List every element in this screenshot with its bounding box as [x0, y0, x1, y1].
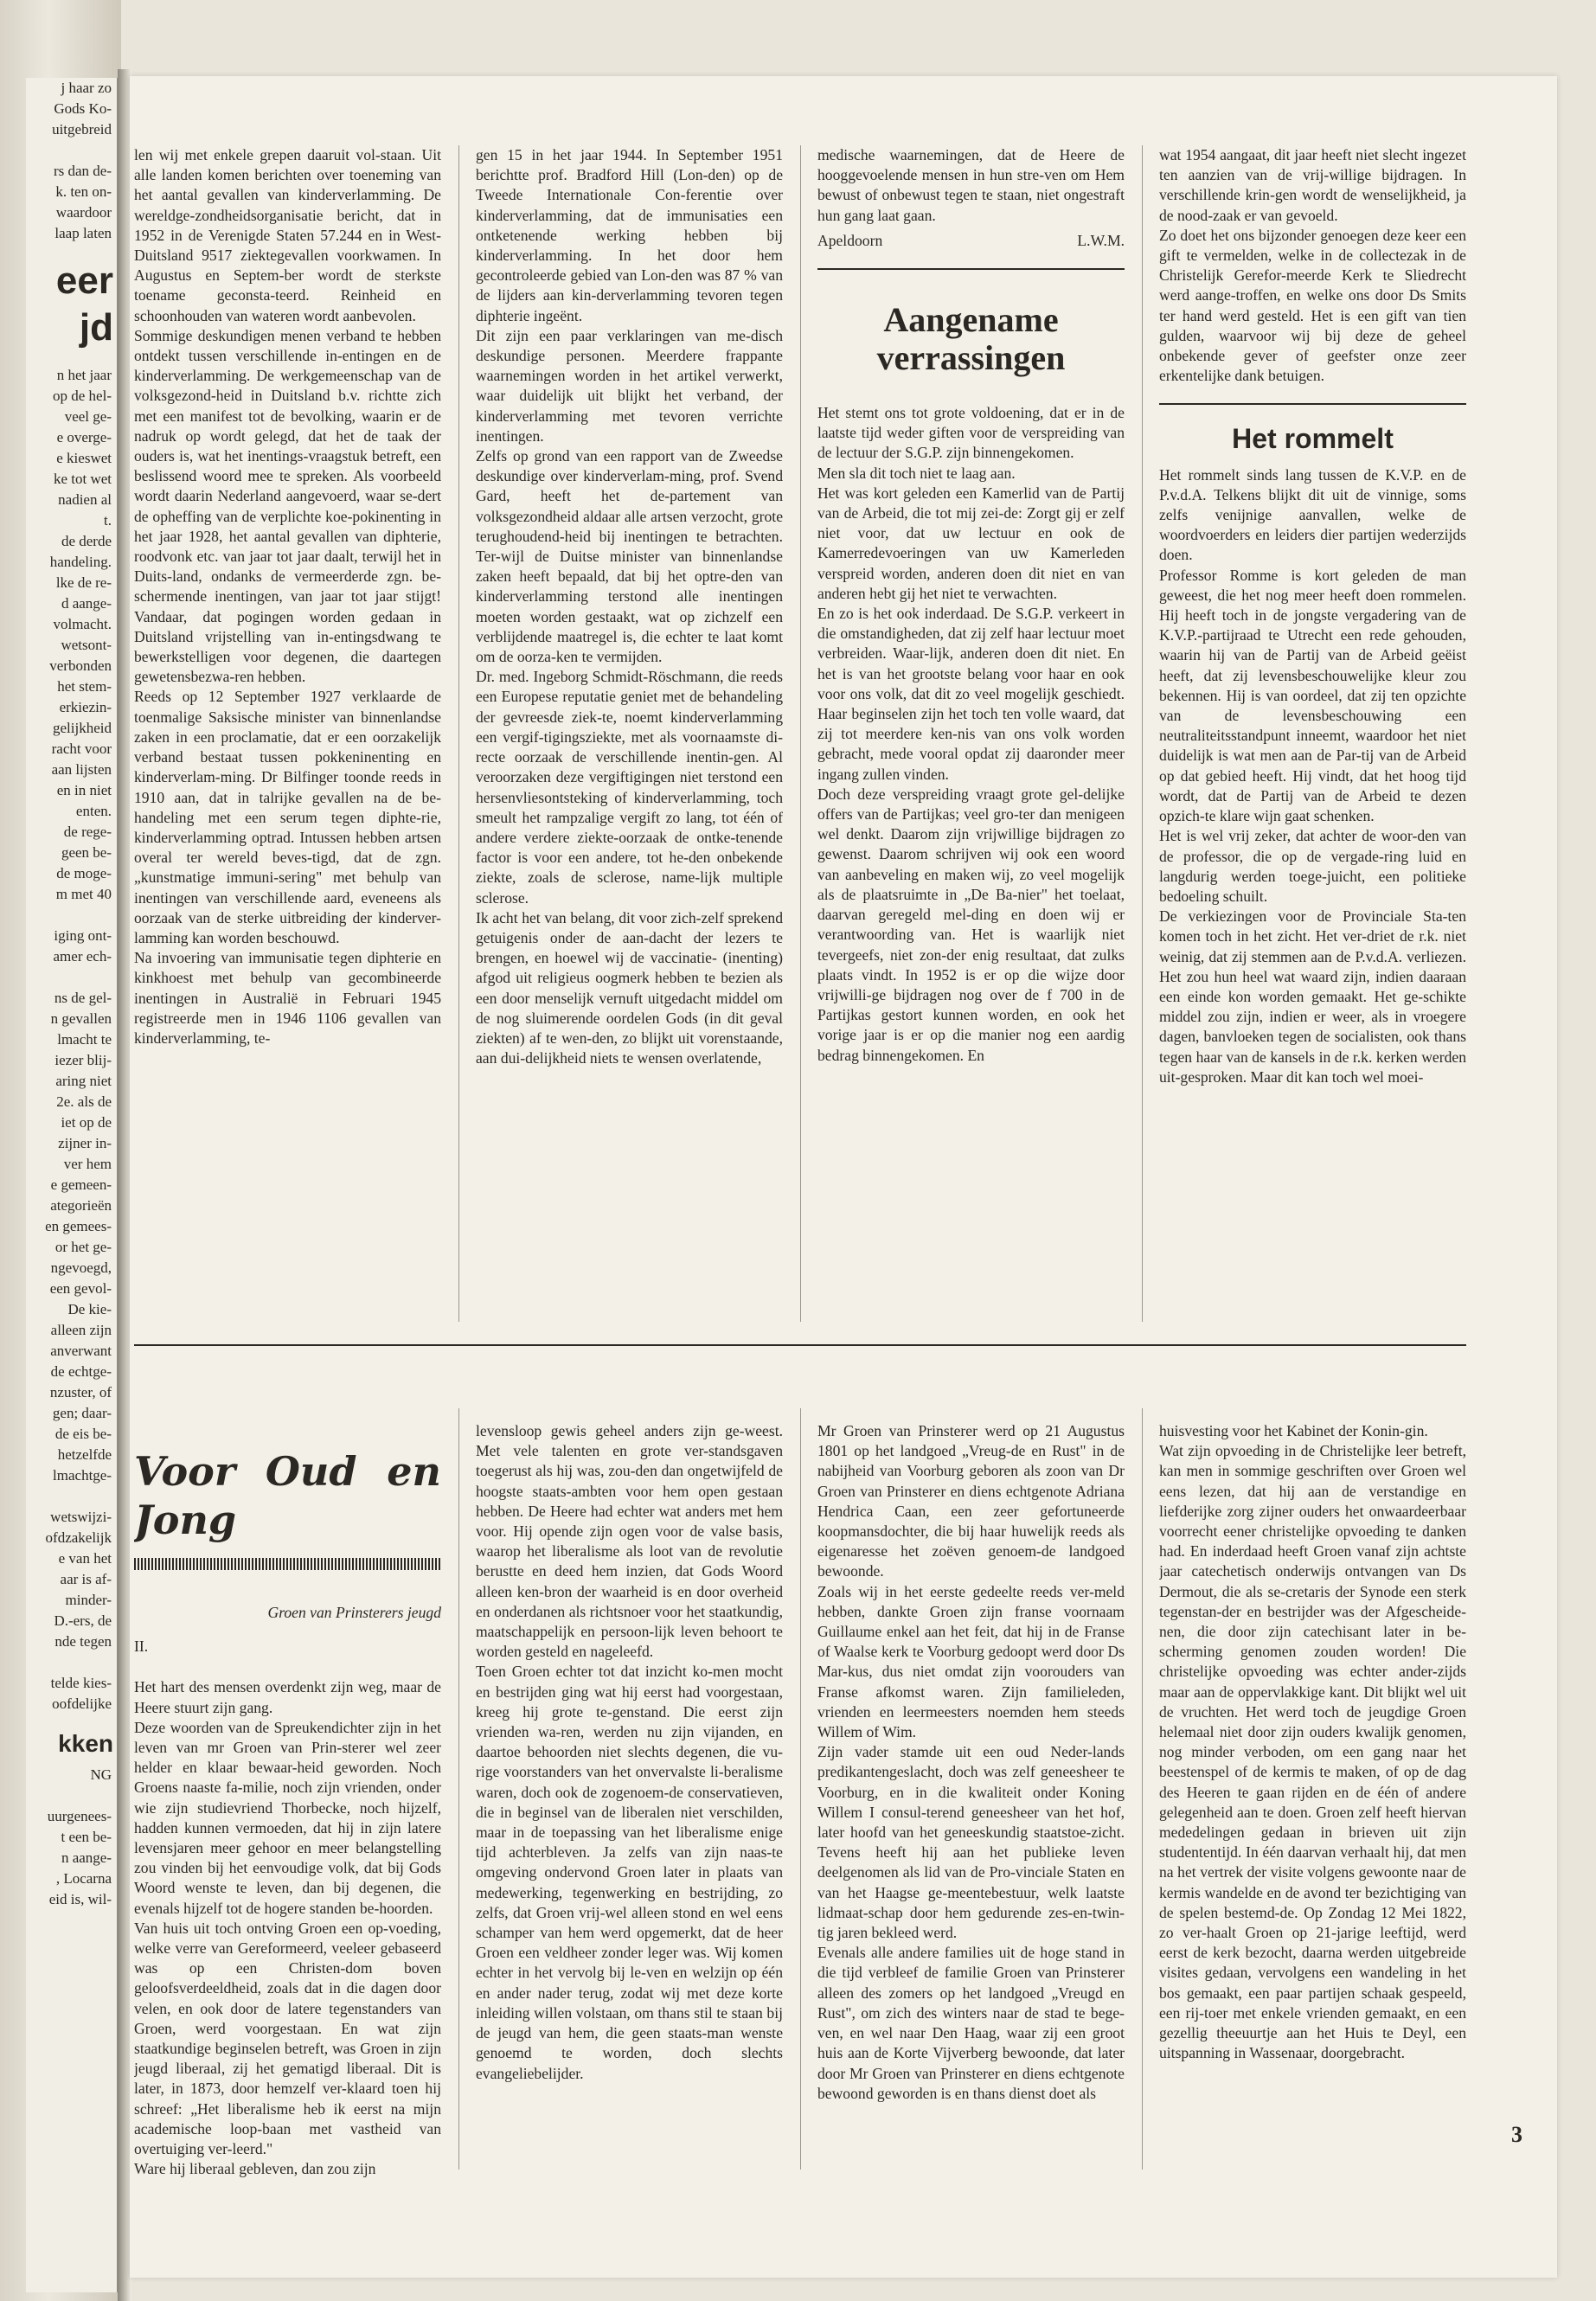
previous-page-line: de rege-	[63, 824, 112, 840]
previous-page-line: or het ge-	[54, 1239, 112, 1255]
previous-page-line: ofdzakelijk	[45, 1529, 112, 1546]
vaccination-article-col-1	[134, 145, 441, 1339]
previous-page-line: zijner in-	[58, 1135, 112, 1151]
previous-page-line: gen; daar-	[52, 1405, 112, 1421]
previous-page-line: iging ont-	[54, 927, 112, 944]
previous-page-line: lmacht te	[57, 1031, 112, 1048]
newspaper-page	[130, 76, 1557, 2278]
paragraph: huisvesting voor het Kabinet der Konin-gin.	[1159, 1422, 1428, 1439]
article-col-3	[817, 145, 1125, 1339]
previous-page-line: op de hel-	[53, 388, 112, 404]
paragraph: Zijn vader stamde uit een oud Neder-lands predikantengeslacht, doch was zelf geneesheer te Voorburg, en in die kwaliteit onder Koning Willem I consul-terend geneesheer van het hof, later hoofd van het geneeskundig staatstoe-zicht. Tevens heeft hij aan het publieke leven deelgenomen als lid van de Pro-vinciale Staten en van het Haagse ge-meentebestuur, welk laatste lidmaat-schap door hem gedurende zes-en-twin-tig jaren bekleed werd.	[817, 1743, 1125, 1942]
section-title-voor-oud-en-jong: Voor Oud en Jong	[134, 1448, 441, 1543]
previous-page-line: de echtge-	[50, 1363, 112, 1380]
previous-page-line: e kieswet	[56, 450, 112, 466]
paragraph: Sommige deskundigen menen verband te hebben ontdekt tussen verschillende in-entingen en de kinderverlamming. De werkgemeenschap van de volksgezond-heid in Duitsland b.v. richtte zich met een manifest tot de bevolking, waarin er de nadruk op wordt gelegd, dat het de taak der ouders is, wat het inentings-vraagstuk betreft, een beslissend woord mee te spreken. Als voorbeeld wordt daarin Nederland aangevoerd, waar se-dert de opheffing van de verplichte koe-pokinenting in het jaar 1928, het aantal gevallen van diphterie, roodvonk etc. van jaar tot jaar daalt, terwijl het in Duits-land, ondanks de vermeerderde zgn. be-schermende inentingen, van jaar tot jaar stijgt! Vandaar, dat pogingen worden gedaan in Duitsland vrijstelling van in-entingsdwang te bewerkstelligen voor degenen, die daartegen gewetensbezwa-ren hebben.	[134, 326, 441, 686]
previous-page-line: t.	[104, 512, 112, 529]
article-divider	[817, 268, 1125, 270]
previous-page-line: ver hem	[63, 1156, 112, 1172]
previous-page-line	[26, 1652, 112, 1673]
previous-page-text-b	[26, 365, 117, 1715]
oud-en-jong-col-1	[134, 1421, 441, 2182]
previous-page-line: nzuster, of	[49, 1384, 112, 1400]
previous-page-line: geen be-	[61, 844, 112, 861]
previous-page-line: nadien al	[58, 491, 112, 508]
oud-en-jong-col-4	[1159, 1421, 1466, 2182]
previous-page-line: alleen zijn	[50, 1322, 112, 1338]
previous-page-line: erkiezin-	[59, 699, 112, 715]
previous-page-line: n gevallen	[50, 1010, 112, 1027]
previous-page-line: j haar zo	[61, 80, 112, 96]
paragraph: medische waarnemingen, dat de Heere de hooggevoelende mensen in hun stre-ven om Hem bewust of onbewust tegen te staan, niet ongestraft hun gang laat gaan.	[817, 146, 1125, 224]
paragraph: Dit zijn een paar verklaringen van me-disch deskundige personen. Meerdere frappante waarnemingen worden in het artikel verwerkt, waar duidelijk uit blijkt het verband, der kinderverlamming met tevoren verrichte inentingen.	[476, 326, 783, 445]
previous-page-line: veel ge-	[64, 408, 112, 425]
previous-page-line: n aange-	[61, 1849, 112, 1866]
previous-page-line: wetswijzi-	[50, 1509, 112, 1525]
oud-en-jong-col-3	[817, 1421, 1125, 2182]
part-number: II.	[134, 1638, 149, 1656]
paragraph: levensloop gewis geheel anders zijn ge-weest. Met vele talenten en grote ver-standsgaven toegerust als hij was, zou-den dan ongetwijfeld de hoogste staats-ambten voor hem open gestaan hebben. De Heere had echter wat anders met hem voor. Hij opende zijn ogen voor de valse basis, waarop het liberalisme als loot van de revolutie berustte en deed hem inzien, dat Gods Woord alleen ken-bron der waarheid is en door overheid en onderdanen als richtsnoer voor het staatkundig, maatschappelijk en persoon-lijk leven behoort te worden gesteld en nageleefd.	[476, 1422, 783, 1661]
paragraph: Professor Romme is kort geleden de man geweest, die het nog meer heeft doen rommelen. Hij heeft toch in de jongste vergadering van de K.V.P.-partijraad te Utrecht een rede gehouden, waarin hij van de Partij van de Arbeid geëist heeft, dat zij levensbeschouwelijke kleur zou bekennen. Hij is van oordeel, dat zij ten opzichte van de levensbeschouwing een neutraliteitsstandpunt inneemt, waardoor het niet duidelijk is wat men aan de Par-tij van de Arbeid op dat gebied heeft. Hij vindt, dat het hoog tijd wordt, dat de Partij van de Arbeid te dezen opzich-te klare wijn gaat schenken.	[1159, 566, 1466, 825]
previous-page-line: de moge-	[56, 865, 112, 881]
paragraph: Het hart des mensen overdenkt zijn weg, maar de Heere stuurt zijn gang.	[134, 1678, 441, 1716]
previous-page-line: lke de re-	[55, 574, 112, 591]
previous-page-line: de eis be-	[54, 1426, 112, 1442]
column-separator	[458, 1408, 459, 2170]
vaccination-article-col-2	[476, 145, 783, 1339]
previous-page-line: anverwant	[50, 1343, 112, 1359]
previous-page-line: nde tegen	[54, 1633, 112, 1650]
column-separator	[458, 145, 459, 1322]
previous-page-heading: eer jd	[55, 260, 113, 349]
previous-page-line	[26, 967, 112, 988]
previous-page-line: uitgebreid	[52, 121, 112, 138]
paragraph: Mr Groen van Prinsterer werd op 21 Augustus 1801 op het landgoed „Vreug-de en Rust" in de nabijheid van Voorburg geboren als zoon van Dr Groen van Prinsterer en diens echtgenote Adriana Hendrica Caan, een zeer gefortuneerde koopmansdochter, die bij haar huwelijk reeds als eigenaresse het zoëven genoem-de landgoed bewoonde.	[817, 1422, 1125, 1580]
paragraph: Het is wel vrij zeker, dat achter de woor-den van de professor, die op de vergade-ring luid en langdurig werden toege-juicht, een politieke bedoeling schuilt.	[1159, 827, 1466, 905]
previous-page-line: t een be-	[61, 1829, 112, 1845]
paragraph: Zoals wij in het eerste gedeelte reeds ver-meld hebben, dankte Groen zijn franse voornaam Guillaume enkel aan het feit, dat hij in de Franse of Waalse kerk te Voorburg gedoopt werd door Ds Mar-kus, dus niet omdat zijn voorouders van Franse afkomst waren. Zijn familieleden, vrienden en leermeesters noemden hem steeds Willem of Wim.	[817, 1582, 1125, 1741]
previous-page-line: handeling.	[49, 554, 112, 570]
column-separator	[1142, 145, 1143, 1322]
paragraph: Ik acht het van belang, dit voor zich-zelf sprekend getuigenis onder de aan-dacht der lezers te brengen, en hoewel wij de vaccinatie- (inenting) afgod uit religieus oogmerk hebben te bezien als een door menselijk vernuft uitgedacht middel om de nog sluimerende oordelen Gods (in dit geval ziekten) af te wen-den, zo blijkt uit vorenstaande, aan dui-delijkheid niets te wensen overlatende,	[476, 908, 783, 1067]
previous-page-line: iet op de	[61, 1114, 112, 1131]
article-col-4	[1159, 145, 1466, 1339]
previous-page-line	[26, 140, 112, 161]
previous-page-line: 2e. als de	[56, 1093, 112, 1110]
previous-page-line: volmacht.	[53, 616, 112, 632]
column-separator	[800, 1408, 801, 2170]
paragraph: Toen Groen echter tot dat inzicht ko-men mocht en bestrijden ging wat hij eerst had voorgestaan, kreeg hij grote te-genstand. Die eerst zijn vrienden wa-ren, werden nu zijn vijanden, en daartoe behoorden niet slechts degenen, die vu-rige voorstanders van het onvervalste li-beralisme waren, doch ook de zogenoem-de conservatieven, die in beginsel van de liberalen niet verschilden, maar in de toepassing van het liberalisme enige tijd achterbleven. Ja zelfs van zijn naas-te omgeving ondervond Groen later in plaats van medewerking, tegenwerking en bestrijding, zo zelfs, dat Groen vrij-wel alleen stond en wel eens schamper van hem werd opgemerkt, dat de heer Groen een veldheer zonder leger was. Wij komen echter in het vervolg bij le-ven en welzijn op één en ander nader terug, zodat wij met deze korte inleiding willen volstaan, om thans stil te staan bij de jeugd van hem, die geen staats-man wenste genoemd te worden, doch slechts evangeliebelijder.	[476, 1663, 783, 2082]
paragraph: gen 15 in het jaar 1944. In September 1951 berichtte prof. Bradford Hill (Lon-den) op de Tweede Internationale Con-ferentie over kinderverlamming, dat de immunisaties een ontketenende werking hebben bij kinderverlamming. In het door hem gecontroleerde gebied van Lon-den was 87 % van de lijders aan kin-derverlamming tevoren tegen diphterie ingeënt.	[476, 146, 783, 324]
column-separator	[800, 145, 801, 1322]
decorative-rule	[134, 1558, 441, 1570]
paragraph: Zelfs op grond van een rapport van de Zweedse deskundige over kinderverlam-ming, prof. Svend Gard, heeft het de-partement van volksgezondheid aldaar alle artsen verzocht, grote terughoudend-heid bij inentingen te betrachten. Ter-wijl de Duitse minister van binnenlandse zaken heeft bepaald, dat bij het optre-den van kinderverlamming terstond alle inentingen moeten worden gestaakt, wat op zichzelf een verblijdende maatregel is, die echter te laat komt om de oorza-ken te vermijden.	[476, 447, 783, 666]
previous-page-line: ategorieën	[50, 1197, 112, 1214]
horizontal-rule	[134, 1344, 1466, 1346]
previous-page-line: oofdelijke	[52, 1695, 112, 1712]
place-name: Apeldoorn	[817, 231, 883, 249]
paragraph: Wat zijn opvoeding in de Christelijke leer betreft, kan men in sommige geschriften over Groen wel eens lezen, dat hij aan de verstandige en liefderijke zorg zijner ouders het onwaardeerbaar voorrecht eener christelijke opvoeding te danken had. En inderdaad heeft Groen vanaf zijn achtste jaar catechetisch onderwijs ontvangen van Ds Dermout, die als se-cretaris der Synode een sterk tegenstan-der en bestrijder was der Afgescheide-nen, die door zijn catechisant later in be-scherming genomen zouden worden! Die christelijke opvoeding was echter ander-zijds maar aan de oppervlakkige kant. Dit blijkt wel uit de vruchten. Het werd toch de jeugdige Groen helemaal niet door zijn ouders kwalijk genomen, nog minder verboden, om een gang naar het beestenspel of de kermis te maken, of op de dag des Heeren te gaan rijden en de één of andere gelegenheid aan te doen. Groen zelf heeft hiervan mededelingen gedaan in brieven uit zijn studententijd. In één daarvan verhaalt hij, dat men na het vertrek der visite volgens gewoonte naar de kermis wandelde en de avond ter bezichtiging van de spelen bestemd-de. Op Zondag 12 Mei 1822, zo ver-haalt Groen op 21-jarige leeftijd, werd eerst de kerk bezocht, daarna werden uitgebreide visites gedaan, vervolgens een wandeling in het bos gemaakt, een paar partijen schaak gespeeld, een rij-toer met enkele vrienden gemaakt, en een gezellig theeuurtje aan het Huis te Deyl, een uitspanning in Wassenaar, doorgebracht.	[1159, 1442, 1466, 2062]
paragraph: En zo is het ook inderdaad. De S.G.P. verkeert in die omstandigheden, dat zij zelf haar lectuur moet verbreiden. Waar-lijk, anderen doen dit niet. En het is van het grootste belang voor haar en ook voor ons volk, dat dit zo veel mogelijk geschiedt. Haar beginselen zijn het toch ten volle waard, dat zij tot meerdere ken-nis van ons volk worden gebracht, mede vooral opdat zij daaronder meer ingang zullen vinden.	[817, 605, 1125, 783]
column-separator	[1142, 1408, 1143, 2170]
paragraph: Evenals alle andere families uit de hoge stand in die tijd verbleef de familie Groen van Prinsterer alleen des zomers op het landgoed „Vreugd en Rust", om zich des winters naar de stad te bege-ven, en wel naar Den Haag, waar zij een groot huis aan de Korte Vijverberg bewoonde, dat later door Mr Groen van Prinsterer en diens echtgenote bewoond geworden is en thans dienst doet als	[817, 1944, 1125, 2102]
oud-en-jong-col-2	[476, 1421, 783, 2182]
previous-page-line: NG	[90, 1766, 112, 1783]
previous-page-line	[26, 905, 112, 926]
previous-page-line: aar is af-	[60, 1571, 112, 1587]
paragraph: Ware hij liberaal gebleven, dan zou zijn	[134, 2160, 376, 2178]
previous-page-line: e gemeen-	[50, 1176, 112, 1193]
previous-page-line: de derde	[61, 533, 112, 549]
previous-page-line: en gemees-	[45, 1218, 112, 1234]
article-headline-rommelt: Het rommelt	[1232, 423, 1394, 455]
previous-page-line: Gods Ko-	[54, 100, 112, 117]
previous-page-line: aan lijsten	[51, 761, 112, 778]
previous-page-line: aring niet	[55, 1073, 112, 1089]
previous-page-line: gelijkheid	[53, 720, 112, 736]
previous-page-line: amer ech-	[53, 948, 112, 965]
author-initials: L.W.M.	[1077, 231, 1125, 249]
article-subtitle: Groen van Prinsterers jeugd	[267, 1604, 441, 1621]
previous-page-line: k. ten on-	[55, 183, 112, 200]
paragraph: Het was kort geleden een Kamerlid van de Partij van de Arbeid, die tot mij zei-de: Zorgt gij er zelf niet voor, dat uw lectuur en ook de Kamerredevoeringen van uw Kamerleden verspreid worden, anderen doen dit niet en van anderen hebt gij het niet te verwachten.	[817, 484, 1125, 602]
previous-page-line: enten.	[75, 803, 112, 819]
article-headline-verrassingen: Aangename verrassingen	[876, 300, 1066, 378]
previous-page-line: m met 40	[55, 886, 112, 902]
previous-page-line	[26, 1486, 112, 1507]
previous-page-line: hetzelfde	[57, 1446, 112, 1463]
previous-page-line: minder-	[65, 1592, 112, 1608]
paragraph: Dr. med. Ingeborg Schmidt-Röschmann, die reeds een Europese reputatie geniet met de behandeling der gevreesde ziek-te, noemt kinderverlamming een vergif-tigingsziekte, met als voornaamste di-recte oorzaak de verschillende inentin-gen. Al veroorzaken deze vergiftigingen niet terstond een hersenvliesontsteking of kinderverlamming, toch smeult het rampzalige vergift zo lang, tot één of andere verdere ziekte-oorzaak de ontke-tenende factor is voor een andere, tot he-den onbekende ziekte, zoals de sclerose, name-lijk multiple sclerose.	[476, 668, 783, 907]
previous-page-line	[26, 1785, 112, 1806]
paragraph: De verkiezingen voor de Provinciale Sta-ten komen toch in het zicht. Het ver-driet de r.k. niet weinig, dat zij stemmen aan de P.v.d.A. verliezen. Het zou hun heel wat waard zijn, indien daaraan een einde kon worden gemaakt. Het ge-schikte middel zou zijn, indien er weer, als in vroegere dagen, banvloeken tegen de socialisten, ook thans tegen haar van de kansels in de r.k. kerken werden uit-gesproken. Maar dit kan toch wel moei-	[1159, 907, 1466, 1086]
paragraph: Reeds op 12 September 1927 verklaarde de toenmalige Saksische minister van binnenlandse zaken in een proclamatie, dat er een oorzakelijk verband bestaat tussen pokkeninenting en kinderverlam-ming. Dr Bilfinger toonde reeds in 1910 aan, dat in talrijke gevallen na de be-handeling met een serum tegen diphte-rie, kinderverlamming optrad. Intussen hebben artsen overal ter wereld beves-tigd, dat de zgn. „kunstmatige immuni-sering" met behulp van inentingen van verschillende aard, eveneens als oorzaak van de sterke uitbreiding der kinderver-lamming kan worden beschouwd.	[134, 688, 441, 946]
previous-page-line: d aange-	[61, 595, 112, 612]
previous-page-line: ns de gel-	[54, 990, 112, 1006]
paragraph: Van huis uit toch ontving Groen een op-voeding, welke verre van Gereformeerd, veeleer gebaseerd was op een Christen-dom boven geloofsverdeeldheid, zoals dat in die dagen door velen, en ook door de latere tegenstanders van Groen, werd voorgestaan. En wat zijn staatkundige beginselen betreft, was Groen in zijn jeugd liberaal, zij het gematigd liberaal. Dit is later, in 1873, door hemzelf ver-klaard toen hij schreef: „Het liberalisme heb ik eerst na mijn academische loop-baan met vastheid van overtuiging ver-leerd."	[134, 1919, 441, 2158]
previous-page-line: racht voor	[51, 740, 112, 757]
previous-page-line: e van het	[58, 1550, 112, 1567]
previous-page-line: lmachtge-	[53, 1467, 112, 1484]
previous-page-line: een gevol-	[49, 1280, 112, 1297]
previous-page-line: e overge-	[56, 429, 112, 445]
previous-page-line: iezer blij-	[54, 1052, 112, 1068]
previous-page-line: telde kies-	[50, 1675, 112, 1691]
previous-page-line: waardoor	[55, 204, 112, 221]
previous-page-heading-2: kken	[58, 1730, 113, 1757]
previous-page-text-a	[26, 78, 117, 244]
paragraph: Na invoering van immunisatie tegen diphterie en kinkhoest met behulp van gecombineerde inentingen in Australië in Februari 1945 registreerde men in 1946 1106 gevallen van kinderverlamming, te-	[134, 949, 441, 1047]
paragraph: Zo doet het ons bijzonder genoegen deze keer een gift te vermelden, welke in de collectezak in de Christelijk Gerefor-meerde Kerk te Sliedrecht werd aange-troffen, en welke ons door Ds Smits ter hand werd gesteld. Het is een gift van tien gulden, waarvoor wij bij deze de geheel onbekende gever of geefster onze zeer erkentelijke dank betuigen.	[1159, 226, 1466, 385]
paragraph: Het stemt ons tot grote voldoening, dat er in de laatste tijd weder giften voor de verspreiding van de lectuur der S.G.P. zijn binnengekomen.	[817, 404, 1125, 462]
paragraph: Doch deze verspreiding vraagt grote gel-delijke offers van de Partijkas; veel gro-ter dan menigeen wel denkt. Daarom zijn vrijwillige bijdragen zo gewenst. Daarom schrijven wij ook een woord van aanbeveling en maken wij, zo veel mogelijk als de plaatsruimte in „De Ba-nier" het toelaat, daarvan geregeld mel-ding en doen wij er verantwoording van. Het is waarlijk niet tevergeefs, niet zon-der enig resultaat, dat zulks plaats vindt. In 1952 is er op die wijze door vrijwilli-ge bijdragen nog over de f 700 in de Partijkas gestort kunnen worden, en ook het vorige jaar is er op die manier nog een aardig bedrag binnengekomen. En	[817, 785, 1125, 1064]
paragraph: len wij met enkele grepen daaruit vol-staan. Uit alle landen komen berichten over toeneming van het aantal gevallen van kinderverlamming. De wereldge-zondheidsorganisatie bericht, dat in 1952 in de Verenigde Staten 57.244 en in West-Duitsland 9517 ziektegevallen voorkwamen. In Augustus en Septem-ber wordt de sterkste toename geconsta-teerd. Reinheid en schoonhouden van wateren wordt aanbevolen.	[134, 146, 441, 324]
signature-line	[817, 231, 1125, 251]
previous-page-line: en in niet	[56, 782, 112, 798]
paragraph: Deze woorden van de Spreukendichter zijn in het leven van mr Groen van Prin-sterer wel zeer helder en klaar bewaar-heid geworden. Noch Groens naaste fa-milie, noch zijn vrienden, onder wie zijn studievriend Thorbecke, noch hijzelf, hadden kunnen vermoeden, dat hij in zijn latere levensjaren meer gehoor en meer belangstelling zou vinden bij het eenvoudige volk, dat bij Gods Woord wenste te leven, dan bij degenen, die evenals hijzelf tot de hogere standen be-hoorden.	[134, 1718, 441, 1917]
previous-page-line: wetsont-	[61, 637, 112, 653]
previous-page-text-c	[26, 1765, 117, 1910]
previous-page-edge	[26, 78, 119, 2292]
previous-page-line: n het jaar	[56, 367, 112, 383]
paragraph: Het rommelt sinds lang tussen de K.V.P. en de P.v.d.A. Telkens blijkt dit uit de vinnige, soms zelfs venijnige aanvallen, welke de woordvoerders en leiders dier partijen wederzijds doen.	[1159, 465, 1466, 564]
previous-page-line: De kie-	[67, 1301, 112, 1317]
previous-page-line: uurgenees-	[47, 1808, 112, 1824]
paragraph: Men sla dit toch niet te laag aan.	[817, 464, 1016, 482]
previous-page-line: eid is, wil-	[48, 1891, 112, 1907]
page-number: 3	[1511, 2122, 1522, 2147]
previous-page-line: laap laten	[54, 225, 112, 241]
previous-page-line: D.-ers, de	[54, 1612, 112, 1629]
paragraph: wat 1954 aangaat, dit jaar heeft niet slecht ingezet ten aanzien van de vrij-willige bijdragen. In verschillende krin-gen wordt de wenselijkheid, ja de nood-zaak er van gevoeld.	[1159, 146, 1466, 224]
article-divider	[1159, 403, 1466, 405]
previous-page-line: ke tot wet	[53, 471, 112, 487]
previous-page-line: het stem-	[57, 678, 112, 695]
previous-page-line: verbonden	[49, 657, 112, 674]
previous-page-line: , Locarna	[55, 1870, 112, 1887]
previous-page-line: rs dan de-	[53, 163, 112, 179]
previous-page-line: ngevoegd,	[50, 1259, 112, 1276]
